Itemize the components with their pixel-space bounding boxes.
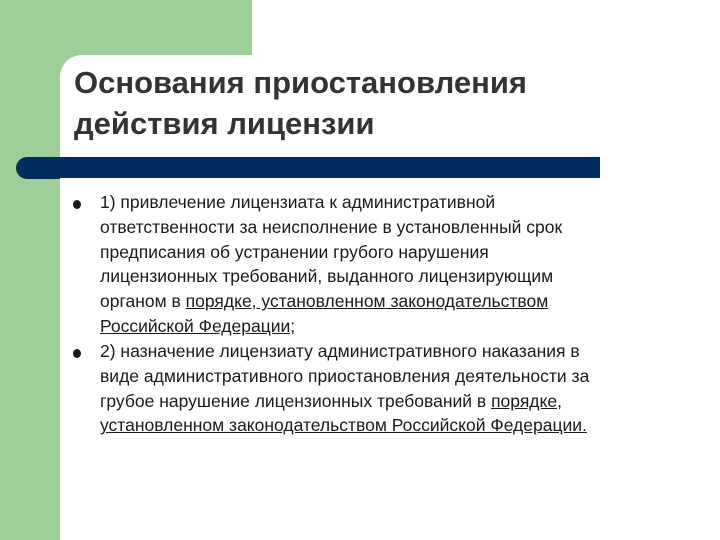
bullet-2-line-3 (100, 389, 680, 414)
text-run: 1) привлечение лицензиата к административной (100, 192, 496, 212)
bullet-1-line-6 (100, 314, 680, 339)
title-divider-bar (16, 157, 600, 179)
bullet-2-line-2 (100, 364, 680, 389)
bullet-dot-icon (73, 349, 81, 358)
bullet-1-line-2 (100, 215, 680, 240)
bullet-text-2 (100, 339, 680, 438)
slide-content (60, 178, 720, 540)
text-run: предписания об устранении грубого нарушения (100, 241, 489, 262)
bullet-2-line-4 (100, 413, 680, 438)
bullet-text-1 (100, 190, 680, 339)
law-reference-link[interactable]: порядке, установленном законодательством (185, 291, 549, 312)
decor-green-strip (0, 0, 60, 540)
text-run: 2) назначение лицензиату административного наказания в (100, 341, 580, 361)
bullet-dot-icon (73, 200, 81, 209)
bullet-2-line-1 (100, 339, 680, 364)
text-run: грубое нарушение лицензионных требований в (100, 390, 492, 411)
text-run: лицензионных требований, выданного лицензирующим (100, 266, 554, 287)
slide-title-line-1: Основания приостановления (74, 65, 527, 100)
text-run: органом в (100, 291, 186, 312)
bullet-1-line-1 (100, 190, 680, 215)
text-run: виде административного приостановления деятельности за (100, 365, 590, 386)
slide-title-line-2: действия лицензии (74, 106, 375, 141)
bullet-1-line-3 (100, 240, 680, 265)
text-run: ответственности за неисполнение в установленный срок (100, 216, 563, 237)
bullet-1-line-5 (100, 289, 680, 314)
slide-title (74, 62, 694, 144)
law-reference-link[interactable]: установленном законодательством Российской Федерации. (100, 415, 587, 436)
law-reference-link[interactable]: Российской Федерации; (100, 315, 296, 336)
bullet-1-line-4 (100, 264, 680, 289)
law-reference-link[interactable]: порядке, (491, 390, 562, 411)
